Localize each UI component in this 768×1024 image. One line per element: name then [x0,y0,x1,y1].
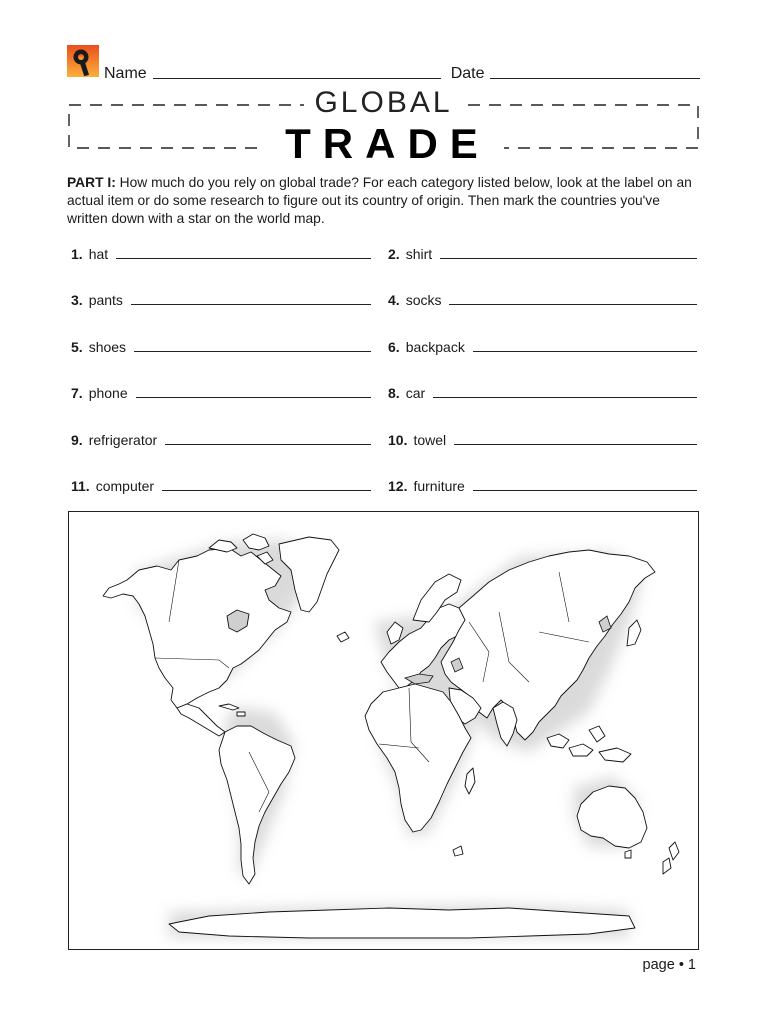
item-number: 12. [388,478,408,494]
item-label: refrigerator [88,432,158,448]
item-number: 3. [71,292,83,308]
list-item [71,290,371,308]
list-item [71,244,371,262]
answer-line[interactable] [433,397,697,398]
item-label: backpack [405,339,465,355]
world-map[interactable] [68,511,699,950]
answer-line[interactable] [473,490,697,491]
item-label: furniture [413,478,465,494]
answer-line[interactable] [162,490,371,491]
item-number: 6. [388,339,400,355]
item-label: car [405,385,426,401]
answer-line[interactable] [449,304,697,305]
list-item [388,430,697,448]
item-number: 4. [388,292,400,308]
item-number: 1. [71,246,83,262]
answer-line[interactable] [134,351,371,352]
item-number: 11. [71,478,90,494]
item-label: socks [405,292,442,308]
title-global: GLOBAL [304,86,462,119]
answer-line[interactable] [131,304,371,305]
item-number: 7. [71,385,83,401]
item-label: phone [88,385,128,401]
item-number: 5. [71,339,83,355]
list-item [388,383,697,401]
name-date-row [104,61,700,83]
item-label: shoes [88,339,127,355]
list-item [71,383,371,401]
answer-line[interactable] [165,444,371,445]
item-label: shirt [405,246,433,262]
list-item [71,337,371,355]
item-number: 10. [388,432,408,448]
answer-line[interactable] [454,444,697,445]
worksheet-logo-icon [67,45,99,77]
answer-line[interactable] [440,258,697,259]
list-item [388,244,697,262]
list-item [388,476,697,494]
title-trade: TRADE [263,120,504,167]
item-label: pants [88,292,123,308]
answer-line[interactable] [473,351,697,352]
item-label: computer [95,478,155,494]
list-item [388,337,697,355]
list-item [71,476,371,494]
item-number: 2. [388,246,400,262]
part1-label: PART I: [67,175,116,190]
answer-line[interactable] [136,397,371,398]
item-number: 8. [388,385,400,401]
item-number: 9. [71,432,83,448]
part1-text: How much do you rely on global trade? For each category listed below, look at the label on an actual item or do some research to figure out its country of origin. Then mark the countries you've written down with a star on the world map. [67,175,692,226]
name-label: Name [104,65,147,82]
part1-instructions [67,174,703,228]
list-item [388,290,697,308]
date-label: Date [450,65,485,82]
page-number: page • 1 [642,957,696,973]
answer-line[interactable] [116,258,371,259]
title-banner [68,86,699,167]
world-map-outline-icon [69,512,699,950]
date-field[interactable] [490,78,700,79]
name-field[interactable] [153,78,441,79]
item-label: towel [413,432,447,448]
item-label: hat [88,246,109,262]
list-item [71,430,371,448]
